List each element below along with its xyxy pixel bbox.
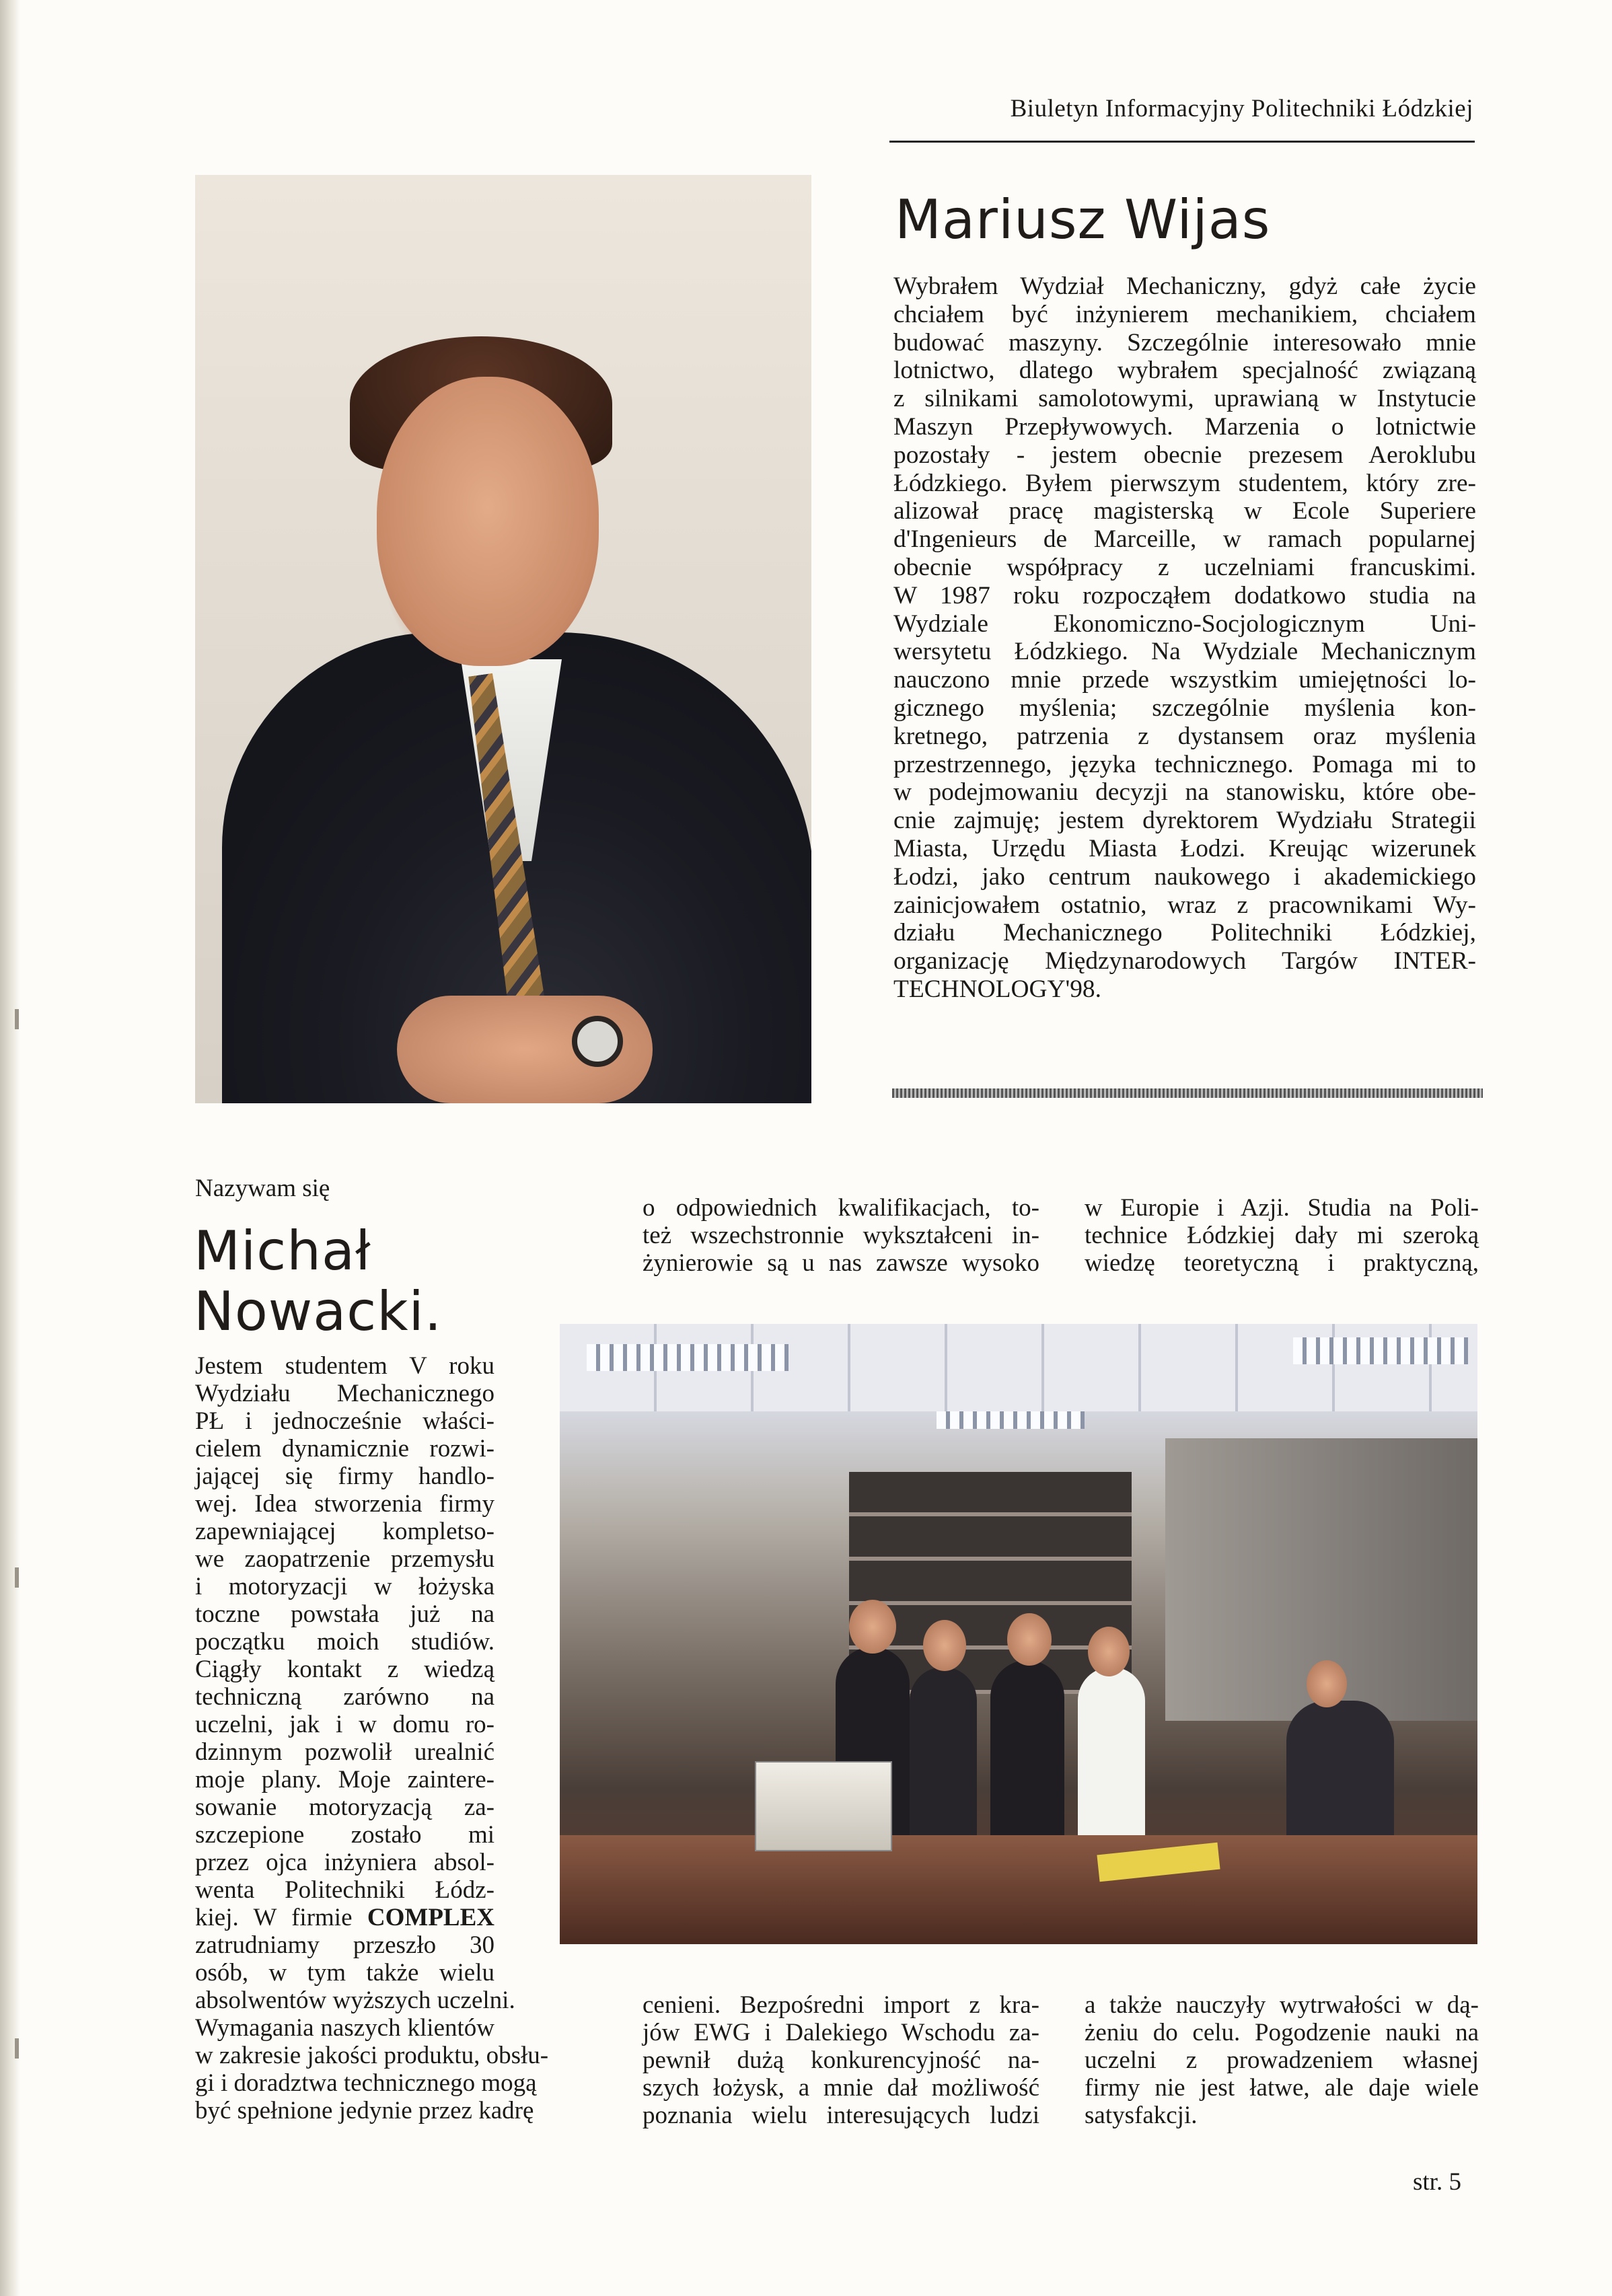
portrait-photo-mariusz: [195, 175, 811, 1103]
text-line: budować maszyny. Szczególnie interesowało mnie: [893, 328, 1476, 357]
text-line: wenta Politechniki Łódz-: [195, 1876, 494, 1904]
text-line: Wybrałem Wydział Mechaniczny, gdyż całe życie: [893, 272, 1476, 300]
text-line: zatrudniamy przeszło 30: [195, 1931, 494, 1959]
photo-projector: [755, 1761, 892, 1851]
text-line: obecnie współpracy z uczelniami francuskimi.: [893, 553, 1476, 581]
running-head: Biuletyn Informacyjny Politechniki Łódzkiej: [1010, 95, 1473, 122]
article-column-3-bottom: [1085, 1991, 1479, 2129]
text-line: Wydziału Mechanicznego: [195, 1380, 494, 1407]
text-line: [195, 1904, 494, 1931]
article-column-3-top: [1085, 1194, 1479, 1277]
article-column-2-bottom: [643, 1991, 1039, 2129]
text-line: cnie zajmuję; jestem dyrektorem Wydziału Strategii: [893, 807, 1476, 835]
text-line: też wszechstronnie wykształceni in-: [643, 1222, 1039, 1249]
article-column-1: [195, 1352, 549, 2124]
text-line: absolwentów wyższych uczelni.: [195, 1987, 515, 2014]
intro-text: Nazywam się: [195, 1175, 330, 1202]
text-line: w Europie i Azji. Studia na Poli-: [1085, 1194, 1479, 1222]
text-line: osób, w tym także wielu: [195, 1959, 494, 1987]
text-line: jów EWG i Dalekiego Wschodu za-: [643, 2019, 1039, 2046]
photo-person: [1078, 1667, 1145, 1849]
text-line: i motoryzacji w łożyska: [195, 1573, 494, 1600]
text-line: chciałem być inżynierem mechanikiem, chciałem: [893, 300, 1476, 328]
text-line: technice Łódzkiej dały mi szeroką: [1085, 1222, 1479, 1249]
article-column-2-top: [643, 1194, 1039, 1277]
text-line: przestrzennego, języka technicznego. Pomaga mi to: [893, 750, 1476, 778]
header-rule: [889, 141, 1475, 143]
text-line: z silnikami samolotowymi, uprawianą w Instytucie: [893, 385, 1476, 413]
ceiling-lamp: [937, 1411, 1085, 1429]
column-lines: [195, 1352, 494, 1904]
text-line: dzinnym pozwolił urealnić: [195, 1738, 494, 1766]
text-line: pewnił dużą konkurencyjność na-: [643, 2046, 1039, 2074]
text-line: Miasta, Urzędu Miasta Łodzi. Kreując wizerunek: [893, 834, 1476, 862]
text-line: Łódzkiego. Byłem pierwszym studentem, który zre-: [893, 469, 1476, 497]
text-line: Wydziale Ekonomiczno-Socjologicznym Uni-: [893, 609, 1476, 638]
text-line: poznania wielu interesujących ludzi: [643, 2102, 1039, 2129]
text-line: TECHNOLOGY'98.: [893, 975, 1101, 1003]
text-line: firmy nie jest łatwe, ale daje wiele: [1085, 2074, 1479, 2102]
photo-person: [990, 1660, 1064, 1849]
photo-head: [1307, 1660, 1347, 1707]
text-line: moje plany. Moje zaintere-: [195, 1766, 494, 1793]
text-line: a także nauczyły wytrwałości w dą-: [1085, 1991, 1479, 2019]
text-line: Jestem studentem V roku: [195, 1352, 494, 1380]
text-line: być spełnione jedynie przez kadrę: [195, 2097, 534, 2124]
photo-head: [1007, 1613, 1052, 1666]
scan-mark: [15, 2038, 19, 2059]
ceiling-lamp: [1293, 1337, 1468, 1364]
text-line: PŁ i jednocześnie właści-: [195, 1407, 494, 1435]
title-line: Nowacki.: [194, 1280, 443, 1343]
photo-head: [923, 1620, 966, 1671]
text-line: sowanie motoryzacją za-: [195, 1793, 494, 1821]
scan-mark: [15, 1009, 19, 1029]
text-line: gi i doradztwa technicznego mogą: [195, 2069, 537, 2097]
text-line: we zaopatrzenie przemysłu: [195, 1545, 494, 1573]
article-title-mariusz: Mariusz Wijas: [895, 188, 1271, 251]
text-line: szczepione zostało mi: [195, 1821, 494, 1849]
text-line: Wymagania naszych klientów: [195, 2014, 494, 2042]
section-separator: [892, 1088, 1483, 1098]
text-line-part: kiej. W firmie: [195, 1904, 353, 1931]
photo-person: [1286, 1701, 1394, 1835]
text-line: jającej się firmy handlo-: [195, 1462, 494, 1490]
text-line: d'Ingenieurs de Marceille, w ramach popularnej: [893, 525, 1476, 554]
text-line: wej. Idea stworzenia firmy: [195, 1490, 494, 1518]
column-lines: [195, 1931, 549, 2124]
text-line: żynierowie są u nas zawsze wysoko: [643, 1249, 1039, 1277]
scan-mark: [15, 1567, 19, 1588]
text-line: żeniu do celu. Pogodzenie nauki na: [1085, 2019, 1479, 2046]
text-line: zainicjowałem ostatnio, wraz z pracownikami Wy-: [893, 891, 1476, 919]
photo-head: [1088, 1627, 1130, 1676]
text-line: szych łożysk, a mnie dał możliwość: [643, 2074, 1039, 2102]
text-line: działu Mechanicznego Politechniki Łódzkiej,: [893, 919, 1476, 947]
photo-person: [910, 1667, 977, 1849]
text-line: o odpowiednich kwalifikacjach, to-: [643, 1194, 1039, 1222]
text-line: pozostały - jestem obecnie prezesem Aeroklubu: [893, 441, 1476, 469]
text-line: Ciągły kontakt z wiedzą: [195, 1656, 494, 1683]
text-line: W 1987 roku rozpocząłem dodatkowo studia na: [893, 581, 1476, 609]
text-line: gicznego myślenia; szczególnie myślenia kon-: [893, 694, 1476, 722]
text-line: Maszyn Przepływowych. Marzenia o lotnictwie: [893, 412, 1476, 441]
article-body-mariusz: [893, 272, 1476, 1004]
text-line: uczelni z prowadzeniem własnej: [1085, 2046, 1479, 2074]
text-line: nauczono mnie przede wszystkim umiejętności lo-: [893, 666, 1476, 694]
text-line: w podejmowaniu decyzji na stanowisku, które obe-: [893, 778, 1476, 807]
office-photo: [560, 1324, 1477, 1944]
text-line: toczne powstała już na: [195, 1600, 494, 1628]
text-line: Łodzi, jako centrum naukowego i akademickiego: [893, 862, 1476, 891]
photo-face: [377, 377, 599, 666]
text-line: początku moich studiów.: [195, 1628, 494, 1656]
text-line: wiedzę teoretyczną i praktyczną,: [1085, 1249, 1479, 1277]
text-line: zapewniającej kompletso-: [195, 1518, 494, 1545]
text-line: przez ojca inżyniera absol-: [195, 1849, 494, 1876]
text-line: kretnego, patrzenia z dystansem oraz myślenia: [893, 722, 1476, 750]
page-binding-edge: [0, 0, 20, 2296]
text-line: satysfakcji.: [1085, 2102, 1198, 2129]
text-line: wersytetu Łódzkiego. Na Wydziale Mechanicznym: [893, 638, 1476, 666]
text-line: alizował pracę magisterską w Ecole Superiere: [893, 497, 1476, 525]
photo-head: [849, 1600, 896, 1654]
text-line: cielem dynamicznie rozwi-: [195, 1435, 494, 1462]
company-name: COMPLEX: [367, 1904, 494, 1931]
photo-table: [560, 1835, 1477, 1944]
ceiling-lamp: [587, 1344, 789, 1371]
text-line: w zakresie jakości produktu, obsłu-: [195, 2042, 549, 2069]
title-line: Michał: [194, 1220, 371, 1282]
photo-watch: [572, 1016, 623, 1067]
article-title-michal: [194, 1221, 442, 1342]
page-number: str. 5: [1413, 2168, 1461, 2196]
text-line: techniczną zarówno na: [195, 1683, 494, 1711]
text-line: cenieni. Bezpośredni import z kra-: [643, 1991, 1039, 2019]
text-line: lotnictwo, dlatego wybrałem specjalność związaną: [893, 357, 1476, 385]
text-line: organizację Międzynarodowych Targów INTER-: [893, 947, 1476, 975]
text-line: uczelni, jak i w domu ro-: [195, 1711, 494, 1738]
